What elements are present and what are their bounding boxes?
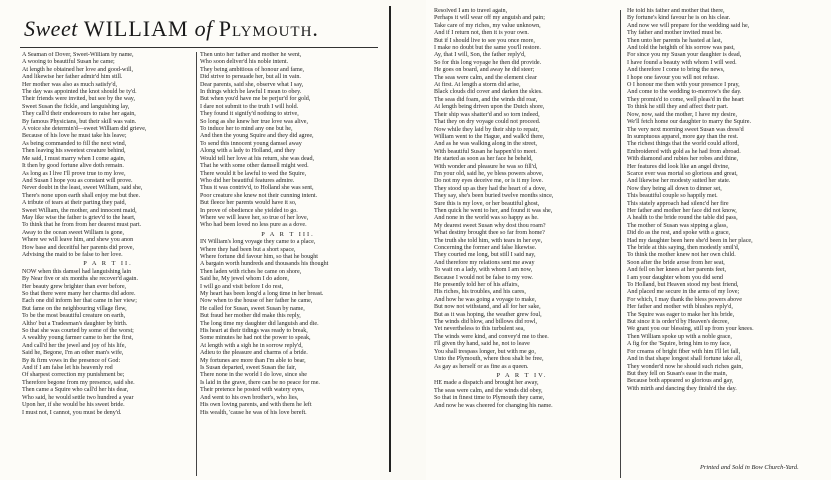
verse-line: Never doubt in the least, sweet William, said she,: [22, 185, 143, 192]
verse-line: In things which be lawful I mean to obey.: [200, 89, 302, 96]
verse-line: Their pretence he posted with watery eyes,: [200, 387, 305, 394]
verse-line: Her father and mother her face did not know,: [627, 207, 737, 214]
verse-line: And if I am false let his heavenly rod: [22, 365, 113, 372]
verse-line: The mother of Susan was sipping a glass,: [627, 222, 728, 229]
printer-imprint: Printed and Sold in Bow Church-Yard.: [700, 464, 799, 471]
verse-line: Take care of my riches, my value unknown,: [434, 22, 541, 29]
verse-line: They found it signify'd nothing to strive,: [200, 111, 299, 118]
verse-line: Me said, I must marry when I come again,: [22, 155, 126, 162]
verse-line: They courted me long, but still I said nay,: [434, 252, 536, 259]
verse-line: And therefore I come to bring the news,: [627, 67, 725, 74]
verse-line: His riches, his troubles, and his cares,: [434, 289, 526, 296]
verse-line: Then unto her father and mother he went,: [200, 52, 302, 58]
verse-line: At first. At length a storm did arise,: [434, 82, 521, 89]
part-heading: P A R T II.: [83, 260, 133, 268]
verse-line: Do not my eyes deceive me, or is it my love.: [434, 178, 543, 185]
verse-line: Had my daughter been here she'd been in her place,: [627, 237, 753, 244]
verse-line: For which, I may thank the bless powers above: [627, 296, 742, 303]
verse-line: And now we will prepare for the wedding said he,: [627, 22, 750, 29]
verse-line: For creams of bright fiber with him I'll let fall,: [627, 348, 741, 355]
verse-line: Their ship was shatter'd and so torn indeed,: [434, 111, 540, 118]
verse-line: Said he, My jewel whom I do adore,: [200, 276, 289, 283]
verse-line: It then by good fortune alive doth remain.: [22, 163, 124, 170]
verse-line: Now they being all down to dinner set,: [627, 185, 722, 192]
part-3-text: [200, 239, 376, 417]
part-2-text-cont: [200, 52, 376, 230]
verse-line: Unto the Plymouth, where thou shalt be free,: [434, 356, 544, 363]
verse-line: Who had been loved no less pure as a dove.: [200, 222, 307, 229]
verse-line: Her father and mother with blushes reply'd,: [627, 304, 733, 311]
verse-line: Then leaving his sweetest creature behind,: [22, 148, 126, 155]
verse-line: Then came a Squire who call'd her his dear,: [22, 387, 129, 394]
verse-line: Who said, he would settle two hundred a year: [22, 394, 134, 401]
verse-line: To wait on a lady, with whom I am now,: [434, 267, 533, 274]
verse-line: But now not withstand, and all for her sake,: [434, 304, 541, 311]
verse-line: Because I would not be false to my vow.: [434, 274, 533, 281]
verse-line: But since it is order'd by Heaven's decree,: [627, 319, 730, 326]
verse-line: Therefore begone from my presence, said she.: [22, 379, 135, 386]
title-of: of: [194, 16, 213, 41]
part-4-text: [434, 380, 610, 410]
part-1-text: [22, 52, 194, 259]
part-4-text-cont: [627, 8, 815, 393]
verse-line: In prove of obedience she yielded to go.: [200, 207, 298, 214]
verse-line: What destiny brought thee so far from home?: [434, 230, 545, 237]
verse-line: With diamond and rubies her robes and thine,: [627, 156, 739, 163]
verse-line: Dear parents, said she, observe what I say,: [200, 81, 304, 88]
verse-line: Ay, that I will, Son, the father reply'd,: [434, 52, 526, 59]
verse-line: Some minutes he had not the power to speak,: [200, 335, 311, 342]
verse-line: I will go and visit before I do rest,: [200, 283, 284, 290]
verse-line: By & firm vows in the presence of God:: [22, 357, 121, 364]
gutter: [380, 0, 426, 480]
verse-line: A voice she determin'd—sweet William did grieve,: [22, 126, 147, 133]
verse-line: At length being driven upon the Dutch shore,: [434, 104, 545, 111]
column-2: [200, 52, 376, 476]
verse-line: For since you my Susan your daughter is dead,: [627, 52, 742, 59]
verse-line: Of sharpest correction my punishment be;: [22, 372, 125, 379]
verse-line: The very next morning sweet Susan was dress'd: [627, 126, 744, 133]
verse-line: By famous Physicians, but their skill was vain.: [22, 118, 137, 125]
verse-line: So long as she knew her true love was alive,: [200, 118, 308, 125]
title-rule: [20, 47, 378, 48]
title-place: Plymouth.: [218, 16, 319, 41]
title-sweet: Sweet: [24, 16, 78, 41]
verse-line: He started as soon as her face he beheld,: [434, 156, 533, 163]
verse-line: To Holland, but Heaven stood my best friend,: [627, 282, 739, 289]
verse-line: I have found a beauty with whom I will wed.: [627, 59, 737, 66]
ballad-title: [24, 16, 374, 42]
verse-line: Because both appeared so glorious and gay,: [627, 378, 734, 385]
verse-line: Adieu to the pleasure and charms of a bride.: [200, 350, 308, 357]
verse-line: And none in the world was so happy as he.: [434, 215, 539, 222]
verse-line: Poor creature she knew not their cunning intent.: [200, 192, 318, 199]
verse-line: Away to the ocean sweet William is gone,: [22, 229, 124, 236]
verse-line: I'm your old, said he, ye bless powers above,: [434, 170, 544, 177]
verse-line: At length he obtained her love and good-will,: [22, 66, 134, 73]
verse-line: Scarce ever was mortal so glorious and great,: [627, 170, 738, 177]
verse-line: Who did her beautiful features admire.: [200, 177, 295, 184]
verse-line: IN William's long voyage they came to a place,: [200, 239, 316, 246]
verse-line: And Susan I hope you as constant will prove.: [22, 177, 133, 184]
verse-line: Where they had been but a short space,: [200, 246, 296, 253]
verse-line: The seas were calm, and the winds did obey,: [434, 387, 543, 394]
verse-line: My fortunes are more than I'm able to bear,: [200, 357, 306, 364]
verse-line: I hope one favour you will not refuse.: [627, 74, 720, 81]
verse-line: There's none upon earth shall enjoy me but thee.: [22, 192, 141, 199]
verse-line: A tribute of tears at their parting they paid,: [22, 200, 127, 207]
verse-line: Perhaps it will wear off my anguish and pain;: [434, 15, 545, 22]
verse-line: NOW when this damsel had languishing lain: [22, 268, 132, 275]
verse-line: Where we will leave her, so true of her love,: [200, 214, 309, 221]
verse-line: So that in finest time to Plymouth they came,: [434, 395, 545, 402]
verse-line: But when you'd have me be perjur'd for gold,: [200, 96, 311, 103]
verse-line: I dare not submit to the truth I will hold.: [200, 103, 299, 110]
verse-line: And therefore my relations sent me away: [434, 259, 535, 266]
verse-line: There would it be lawful to wed the Squire,: [200, 170, 307, 177]
verse-line: His own loving parents, and with them he left: [200, 402, 312, 409]
verse-line: They being ambitious of honour and fame,: [200, 66, 305, 73]
verse-line: And if I return not, then it is your own.: [434, 30, 529, 37]
verse-line: He called for Susan, sweet Susan by name,: [200, 305, 305, 312]
verse-line: Thy father and mother invited must be.: [627, 30, 723, 37]
verse-line: The richest things that the world could afford,: [627, 141, 739, 148]
column-divider: [196, 52, 197, 476]
verse-line: Then laden with riches he came on shore,: [200, 268, 302, 275]
verse-line: We grant you our blessing, still up from your knees.: [627, 326, 754, 333]
verse-line: Then quick he went to her, and found it was she,: [434, 207, 553, 214]
column-divider: [620, 10, 621, 478]
part-2-text: [22, 269, 194, 417]
verse-line: Concerning the former and false likewise.: [434, 245, 537, 251]
verse-line: O I honour me then with your presence I pray,: [627, 82, 740, 89]
title-william: WILLIAM: [83, 16, 189, 41]
verse-line: But they fell on Susan's ease in the main,: [627, 370, 728, 377]
part-heading: P A R T III.: [261, 230, 315, 238]
verse-line: HE made a dispatch and brought her away,: [434, 380, 539, 387]
verse-line: Where fortune did favour him, so that he bought: [200, 253, 318, 260]
verse-line: And come to the wedding to-morrow's the day.: [627, 89, 742, 96]
verse-line: And went to his own brother's, who lies,: [200, 394, 299, 401]
verse-line: To induce her to mind any one but he,: [200, 126, 293, 133]
part-3-text-cont: [434, 8, 610, 371]
verse-line: They say, she's been buried twelve months since,: [434, 193, 554, 200]
verse-line: Her mother was also as much satisfy'd,: [22, 81, 118, 88]
verse-line: And then the young Squire and they did agree,: [200, 133, 314, 140]
verse-line: You shall trespass longer, but with me go,: [434, 348, 536, 355]
verse-line: And in that shape longest shall fortune take all,: [627, 356, 742, 363]
verse-line: Did strive to persuade her, but all in vain.: [200, 74, 301, 81]
verse-line: By fortune's kind favour he is on his clear.: [627, 15, 731, 22]
verse-line: And call'd her the jewel and joy of his life,: [22, 342, 126, 349]
verse-line: And how he was going a voyage to make,: [434, 296, 537, 303]
verse-line: Who soon deliver'd his noble intent.: [200, 59, 289, 66]
verse-line: So that she was courted by some of the worst;: [22, 328, 134, 335]
verse-line: And told the heighth of his sorrow was past,: [627, 45, 735, 52]
verse-line: The seas were calm, and the element clear: [434, 74, 537, 81]
verse-line: They stood up as they had the heart of a dove,: [434, 185, 547, 192]
verse-line: His wealth, 'cause he was of his love bereft.: [200, 409, 307, 416]
verse-line: A Seaman of Dover, Sweet-William by name,: [22, 52, 134, 58]
verse-line: That they on dry voyage could not proceed.: [434, 119, 541, 126]
verse-line: Black clouds did cover and darken the skies.: [434, 89, 543, 96]
verse-line: How base and deceitful her parents did prove,: [22, 244, 135, 251]
verse-line: So for this long voyage he then did provide.: [434, 59, 542, 66]
verse-line: Yet nevertheless to this turbulent sea,: [434, 326, 525, 333]
verse-line: Because of his love he must take his leave;: [22, 133, 127, 140]
verse-line: But if I should live to see you once more,: [434, 37, 535, 44]
page-fold-divider: [389, 6, 391, 472]
verse-line: Sweet William, the mother, and innocent maid,: [22, 207, 137, 214]
verse-line: Where we will leave him, and shew you anon: [22, 237, 134, 244]
verse-line: To think the mother knew not her own child.: [627, 252, 736, 259]
verse-line: Now, now, said the mother, I have my desire,: [627, 111, 737, 118]
verse-line: To be the most beautiful creature on earth,: [22, 313, 126, 320]
verse-line: In sumptuous apparel, more gay than the rest.: [627, 133, 739, 140]
verse-line: I must not, I cannot, you must be deny'd.: [22, 409, 122, 416]
verse-line: I make no doubt but the same you'll restore.: [434, 45, 541, 52]
verse-line: William went to the Hague, and walk'd there,: [434, 133, 545, 140]
verse-line: Resolved I am to travel again,: [434, 8, 508, 14]
verse-line: Embroidered with gold as he had from abroad.: [627, 148, 741, 155]
verse-line: They call'd their endeavours to raise her again,: [22, 111, 136, 118]
verse-line: And likewise her modesty suited her state.: [627, 178, 731, 185]
verse-line: And fell on her knees at her parents feet,: [627, 267, 726, 274]
verse-line: The winds were kind, and convey'd me to thee.: [434, 333, 549, 340]
verse-line: The truth she told him, with tears in her eye,: [434, 237, 543, 244]
verse-line: As long as I live I'll prove true to my love,: [22, 170, 126, 177]
verse-line: They promis'd to come, well pleas'd in the heart: [627, 96, 744, 103]
verse-line: Advising the maid to be false to her love.: [22, 251, 123, 258]
part-heading: P A R T IV.: [496, 371, 548, 379]
verse-line: My dearest sweet Susan why dost thou roam?: [434, 222, 546, 229]
verse-line: They wonder'd now he should such riches gain,: [627, 363, 743, 370]
verse-line: There none in the world I do love, since she: [200, 372, 307, 379]
verse-line: I am your daughter whom you did send: [627, 274, 723, 281]
column-4: [627, 8, 815, 478]
verse-line: A health to the bride round the table did pass,: [627, 215, 738, 222]
verse-line: This beautiful couple so happily met.: [627, 193, 718, 200]
verse-line: Is Susan departed, sweet Susan the fair,: [200, 365, 297, 372]
verse-line: As being commanded to fill the next wind,: [22, 140, 127, 147]
verse-line: But fame on the neighbouring village flew,: [22, 305, 127, 312]
verse-line: With mirth and dancing they finish'd the day.: [627, 385, 737, 392]
verse-line: Would tell her love at his return, she was dead,: [200, 155, 315, 162]
verse-line: Their friends were invited, but see by the way,: [22, 96, 135, 103]
verse-line: Each one did inform her that came in her view;: [22, 298, 137, 305]
column-1: [22, 52, 194, 476]
verse-line: A fig for the 'Squire, bring him to my face,: [627, 341, 732, 348]
verse-line: As gay as herself or as fine as a queen.: [434, 363, 529, 370]
verse-line: A wooing to beautiful Susan he came;: [22, 59, 115, 66]
verse-line: We'll fetch home our daughter to marry the Squire.: [627, 119, 751, 126]
verse-line: I'll given thy hand, said he, not to leave: [434, 341, 530, 348]
verse-line: Now when to the house of her father he came,: [200, 298, 313, 305]
verse-line: The Squire was eager to make her his bride,: [627, 311, 735, 318]
verse-line: By Near five or six months she recover'd again.: [22, 276, 138, 283]
verse-line: The bride at this saying, then modestly smil'd,: [627, 245, 740, 251]
verse-line: But fleece her parents would have it so,: [200, 200, 297, 207]
verse-line: And likewise her father admir'd him still.: [22, 74, 123, 81]
verse-line: And now he was cheered for changing his name.: [434, 402, 553, 409]
verse-line: Her features did look like an angel divine,: [627, 163, 730, 170]
verse-line: Her beauty grew brighter than ever before,: [22, 283, 127, 290]
verse-line: But fraud her mother did make this reply,: [200, 313, 301, 320]
verse-line: Now while they laid by their ship to repair,: [434, 126, 539, 133]
verse-line: And placed me secure in the arms of my love;: [627, 289, 740, 296]
verse-line: Said he, Begone, I'm an other man's wife,: [22, 350, 124, 357]
column-3: [434, 8, 610, 478]
verse-line: He presently told her of his affairs,: [434, 282, 520, 289]
verse-line: Upon her, if she would be his sweet bride.: [22, 402, 125, 409]
verse-line: He goes on board, and away he did steer;: [434, 67, 535, 74]
verse-line: The winds did blow, and billows did rowl,: [434, 319, 538, 326]
verse-line: A bargain worth hundreds and thousands his thought: [200, 261, 329, 268]
verse-line: A wealthy young farmer came to her the first,: [22, 335, 134, 342]
verse-line: Altho' but a Tradesman's daughter by birth.: [22, 320, 128, 327]
verse-line: Then unto her parents he hasted at last,: [627, 37, 723, 44]
verse-line: With beautiful Susan he happen'd to meet.: [434, 148, 537, 155]
verse-line: The long time my daughter did languish and die.: [200, 320, 319, 327]
verse-line: This stately approach had silenc'd her fire: [627, 200, 729, 207]
verse-line: That he with some other damsell might wed.: [200, 163, 309, 170]
verse-line: Along with a lady to Holland, and they: [200, 148, 296, 155]
verse-line: Did do as the rest, and spoke with a grace,: [627, 230, 731, 237]
verse-line: His heart at their tidings was ready to break,: [200, 328, 308, 335]
verse-line: Thus it was contriv'd, to Holland she was sent,: [200, 185, 314, 192]
verse-line: He told his father and mother that there,: [627, 8, 725, 14]
verse-line: Sweet Susan the fickle, and languishing lay,: [22, 103, 130, 110]
verse-line: At length with a sigh he in sorrow reply'd,: [200, 342, 303, 349]
verse-line: With wonder and pleasure he was so fill'd,: [434, 163, 538, 170]
verse-line: To send this innocent young damsel away: [200, 140, 302, 147]
verse-line: And as he was walking along in the street,: [434, 141, 538, 148]
verse-line: May like wise the father is griev'd to the heart,: [22, 214, 136, 221]
verse-line: My heart has been long'd a long time in her breast.: [200, 291, 324, 297]
verse-line: To think that he from from her dearest must part.: [22, 222, 142, 229]
verse-line: Then William spoke up with a noble grace,: [627, 333, 732, 340]
verse-line: So that there were many her charms did adore.: [22, 291, 136, 297]
verse-line: Is laid in the grave, there can be no peace for me.: [200, 379, 320, 386]
verse-line: To think he still they and affect their part.: [627, 104, 729, 111]
verse-line: Soon after the bride arose from her seat,: [627, 259, 725, 266]
verse-line: But as it was hoping, the weather grew foul,: [434, 311, 542, 318]
verse-line: The seas did foam, and the winds did roar,: [434, 96, 538, 103]
verse-line: The day was appointed the knot should be ty'd.: [22, 89, 137, 96]
verse-line: Sure this is my love, or her beautiful ghost,: [434, 200, 540, 207]
